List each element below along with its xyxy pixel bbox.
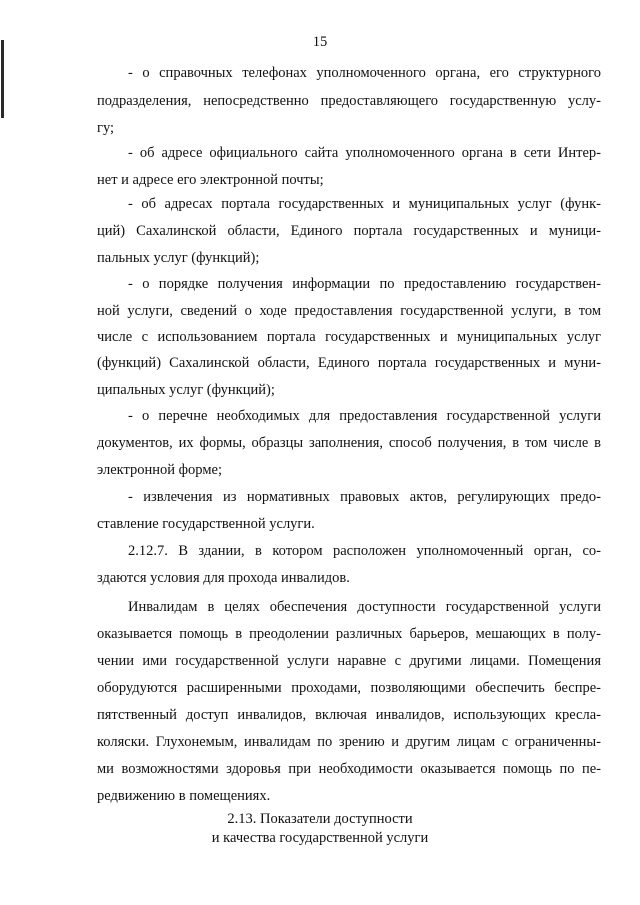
- body-line: - извлечения из нормативных правовых актов, регулирующих предо-: [128, 489, 601, 505]
- body-line: электронной форме;: [97, 462, 222, 478]
- body-line: ставление государственной услуги.: [97, 516, 315, 532]
- body-line: - о перечне необходимых для предоставления государственной услуги: [128, 408, 601, 424]
- body-line: гу;: [97, 120, 115, 136]
- body-line: документов, их формы, образцы заполнения, способ получения, в том числе в: [97, 435, 601, 451]
- section-heading-line: 2.13. Показатели доступности: [227, 811, 413, 827]
- body-line: ципальных услуг (функций);: [97, 382, 275, 398]
- body-line: пальных услуг (функций);: [97, 250, 260, 266]
- body-line: ной услуги, сведений о ходе предоставления государственной услуги, в том: [97, 303, 601, 319]
- body-line: ций) Сахалинской области, Единого портала государственных и муници-: [97, 223, 601, 239]
- body-line: здаются условия для прохода инвалидов.: [97, 570, 350, 586]
- section-heading-line: и качества государственной услуги: [211, 830, 429, 846]
- body-line: пятственный доступ инвалидов, включая инвалидов, использующих кресла-: [97, 707, 601, 723]
- body-line: ми возможностями здоровья при необходимости оказывается помощь по пе-: [97, 761, 601, 777]
- body-line: Инвалидам в целях обеспечения доступности государственной услуги: [128, 599, 601, 615]
- body-line: - об адресе официального сайта уполномоченного органа в сети Интер-: [128, 145, 601, 161]
- body-line: коляски. Глухонемым, инвалидам по зрению и другим лицам с ограниченны-: [97, 734, 601, 750]
- body-line: подразделения, непосредственно предоставляющего государственную услу-: [97, 93, 601, 109]
- page-number: 15: [312, 34, 328, 50]
- body-line: оказывается помощь в преодолении различных барьеров, мешающих в полу-: [97, 626, 601, 642]
- body-line: числе с использованием портала государственных и муниципальных услуг: [97, 329, 601, 345]
- body-line: оборудуются расширенными проходами, позволяющими обеспечить беспре-: [97, 680, 601, 696]
- scan-edge-mark: [1, 40, 4, 118]
- body-line: - о порядке получения информации по предоставлению государствен-: [128, 276, 601, 292]
- body-line: 2.12.7. В здании, в котором расположен уполномоченный орган, со-: [128, 543, 601, 559]
- body-line: (функций) Сахалинской области, Единого портала государственных и муни-: [97, 355, 601, 371]
- body-line: - об адресах портала государственных и муниципальных услуг (функ-: [128, 196, 601, 212]
- body-line: нет и адресе его электронной почты;: [97, 172, 324, 188]
- body-line: чении ими государственной услуги наравне с другими лицами. Помещения: [97, 653, 601, 669]
- body-line: редвижению в помещениях.: [97, 788, 271, 804]
- body-line: - о справочных телефонах уполномоченного органа, его структурного: [128, 65, 601, 81]
